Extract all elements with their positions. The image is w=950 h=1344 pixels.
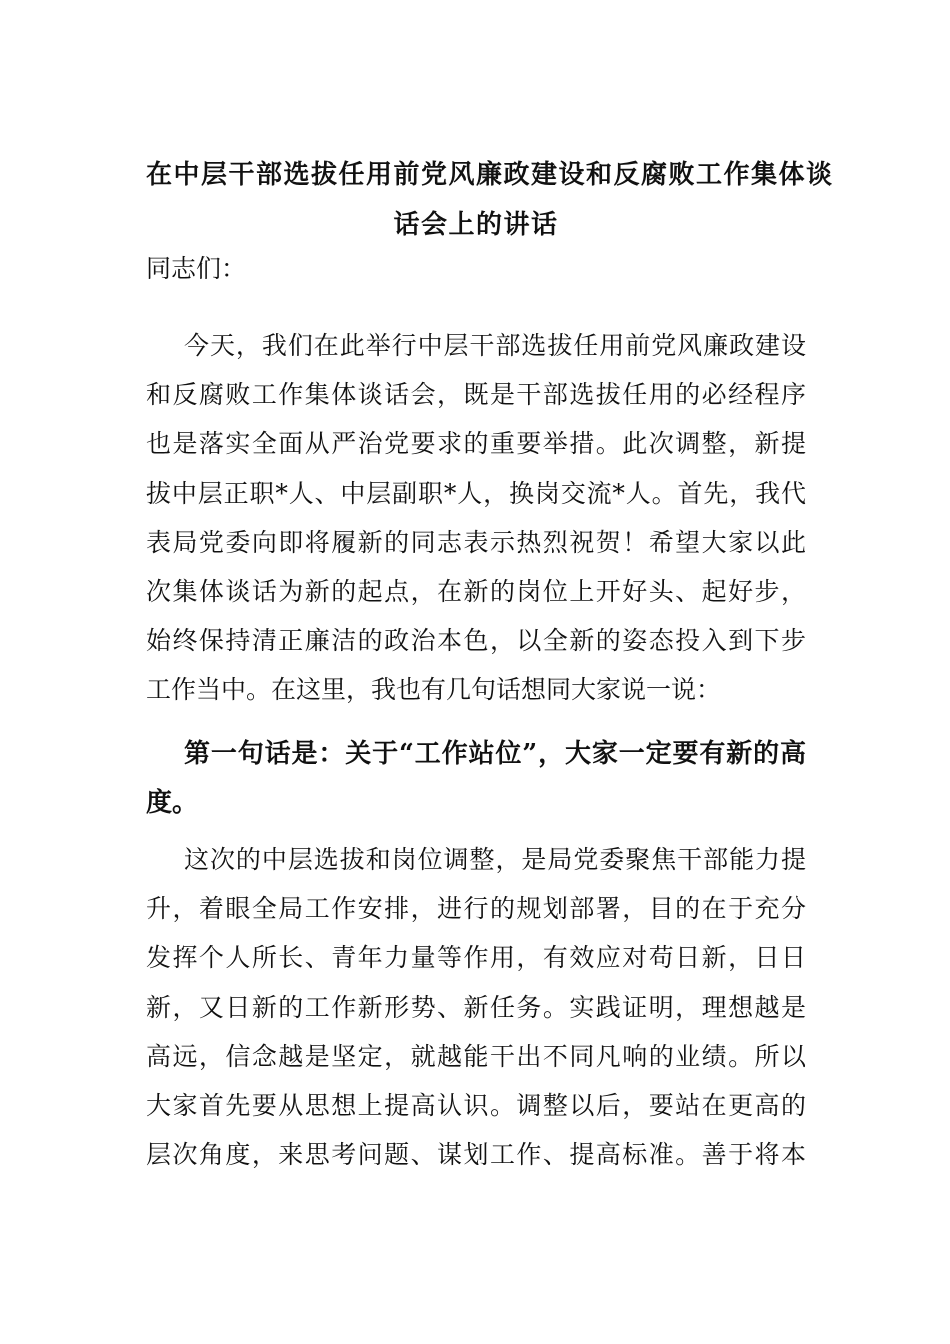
section-heading-1 <box>146 730 806 828</box>
paragraph-2 <box>146 835 806 1179</box>
section-heading-1-line: 第一句话是：关于“工作站位”，大家一定要有新的高 <box>184 739 806 769</box>
paragraph-1-line: 工作当中。在这里，我也有几句话想同大家说一说： <box>146 675 722 705</box>
paragraph-2-line: 这次的中层选拔和岗位调整，是局党委聚焦干部能力提 <box>184 845 806 874</box>
paragraph-1-line: 也是落实全面从严治党要求的重要举措。此次调整，新提 <box>146 429 806 459</box>
document-title <box>146 150 834 250</box>
paragraph-1-line: 表局党委向即将履新的同志表示热烈祝贺！希望大家以此 <box>146 527 806 557</box>
salutation-text: 同志们： <box>146 254 247 283</box>
paragraph-2-line: 层次角度，来思考问题、谋划工作、提高标准。善于将本 <box>146 1140 806 1170</box>
section-heading-1-line: 度。 <box>146 788 199 818</box>
paragraph-1-line: 拔中层正职*人、中层副职*人，换岗交流*人。首先，我代 <box>146 478 806 508</box>
paragraph-2-line: 大家首先要从思想上提高认识。调整以后，要站在更高的 <box>146 1091 806 1121</box>
paragraph-1-line: 始终保持清正廉洁的政治本色，以全新的姿态投入到下步 <box>146 626 806 656</box>
paragraph-2-line: 高远，信念越是坚定，就越能干出不同凡响的业绩。所以 <box>146 1041 806 1071</box>
paragraph-1-line: 今天，我们在此举行中层干部选拔任用前党风廉政建设 <box>184 331 806 360</box>
title-line-1: 在中层干部选拔任用前党风廉政建设和反腐败工作集体谈 <box>146 160 834 190</box>
paragraph-2-line: 发挥个人所长、青年力量等作用，有效应对苟日新，日日 <box>146 943 806 973</box>
paragraph-2-line: 新，又日新的工作新形势、新任务。实践证明，理想越是 <box>146 992 806 1022</box>
salutation <box>146 244 806 293</box>
paragraph-1-line: 和反腐败工作集体谈话会，既是干部选拔任用的必经程序 <box>146 380 806 410</box>
paragraph-2-line: 升，着眼全局工作安排，进行的规划部署，目的在于充分 <box>146 894 806 924</box>
paragraph-1 <box>146 321 806 715</box>
paragraph-1-line: 次集体谈话为新的起点，在新的岗位上开好头、起好步， <box>146 577 806 607</box>
title-line-2: 话会上的讲话 <box>393 210 559 240</box>
